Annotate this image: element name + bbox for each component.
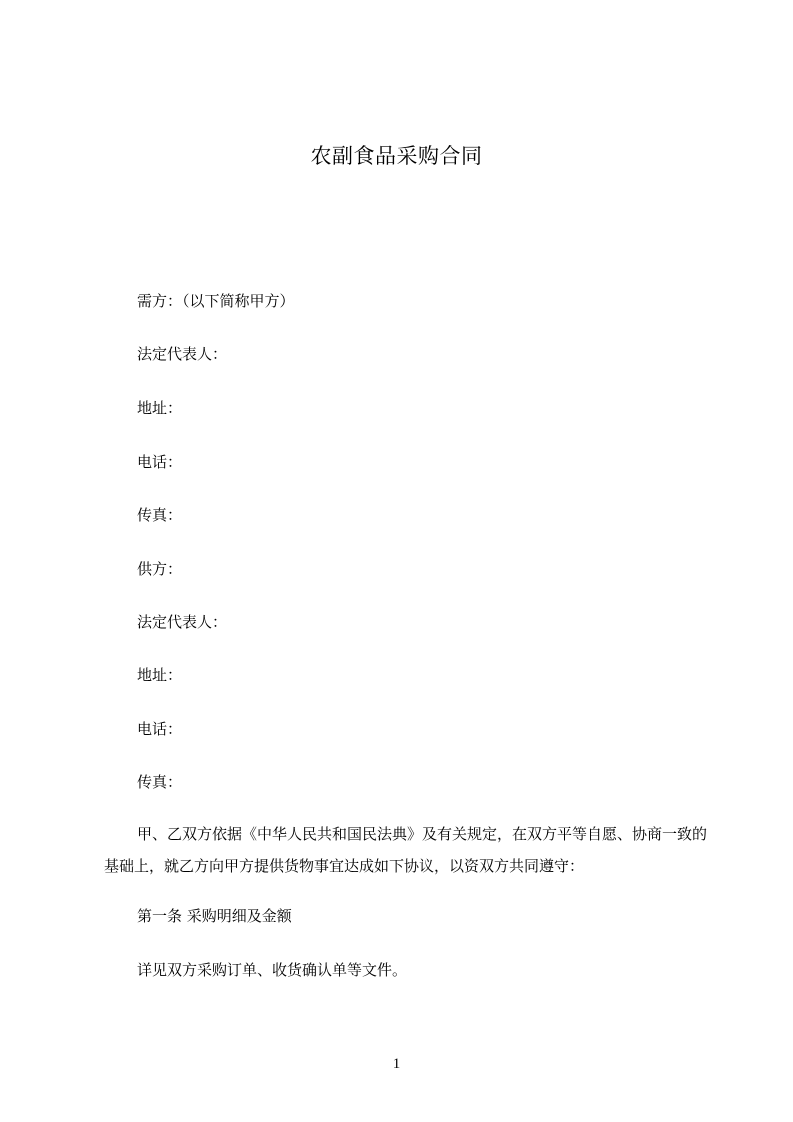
buyer-label: 需方：（以下简称甲方） — [137, 292, 295, 310]
preamble-paragraph — [104, 818, 714, 882]
supplier-label: 供方： — [137, 560, 183, 578]
article-1-body: 详见双方采购订单、收货确认单等文件。 — [137, 961, 408, 979]
supplier-fax: 传真： — [137, 773, 183, 791]
supplier-legal-rep: 法定代表人： — [137, 613, 228, 631]
buyer-fax: 传真： — [137, 506, 183, 524]
supplier-phone: 电话： — [137, 720, 183, 738]
buyer-legal-rep: 法定代表人： — [137, 345, 228, 363]
article-1-heading: 第一条 采购明细及金额 — [137, 907, 292, 925]
supplier-address: 地址： — [137, 666, 183, 684]
preamble-text: 甲、乙双方依据《中华人民共和国民法典》及有关规定，在双方平等自愿、协商一致的基础上，就乙方向甲方提供货物事宜达成如下协议，以资双方共同遵守： — [104, 825, 708, 875]
document-title: 农副食品采购合同 — [310, 144, 483, 168]
page-number: 1 — [392, 1056, 401, 1072]
buyer-phone: 电话： — [137, 453, 183, 471]
buyer-address: 地址： — [137, 399, 183, 417]
